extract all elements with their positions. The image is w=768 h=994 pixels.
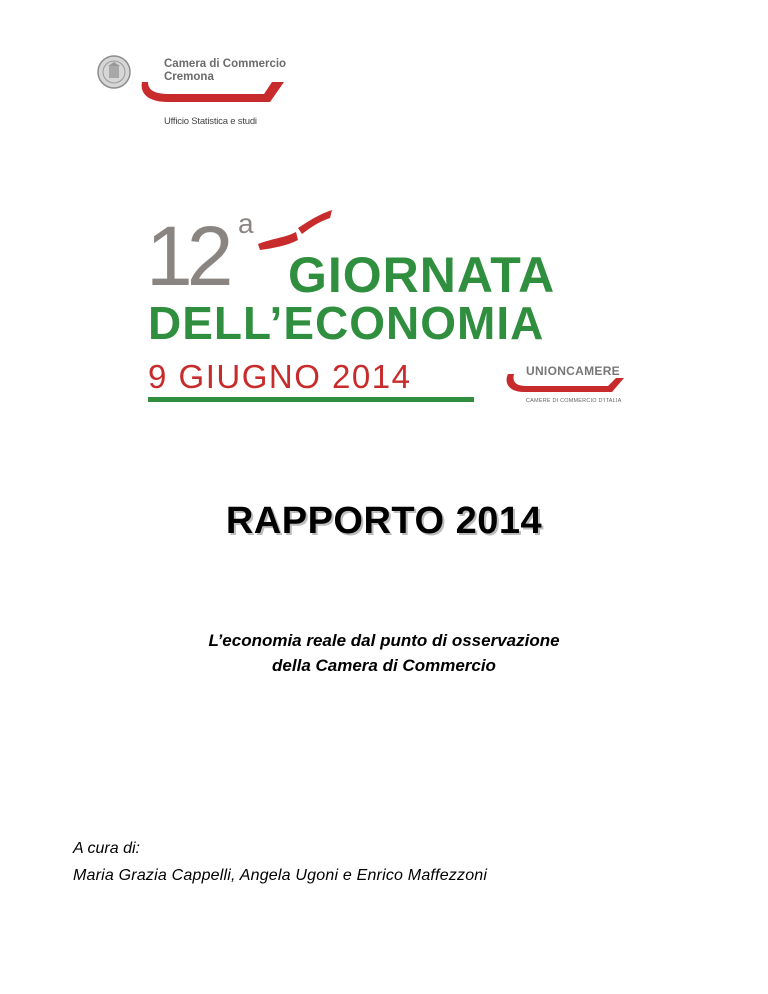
tricolor-underline bbox=[148, 397, 474, 402]
seal-icon bbox=[96, 54, 132, 90]
credits-label: A cura di: bbox=[73, 840, 140, 857]
partner-name: UNIONCAMERE bbox=[526, 364, 620, 378]
edition-superscript: a bbox=[238, 208, 254, 239]
event-logo bbox=[146, 204, 626, 414]
partner-subtitle: CAMERE DI COMMERCIO D'ITALIA bbox=[526, 398, 622, 404]
red-swoosh-icon bbox=[138, 76, 288, 106]
red-flag-icon bbox=[254, 204, 334, 252]
event-title-line2: DELL’ECONOMIA bbox=[148, 297, 545, 349]
subtitle-line2: della Camera di Commercio bbox=[272, 656, 496, 675]
partner-swoosh-icon bbox=[502, 372, 626, 394]
chamber-of-commerce-logo bbox=[96, 52, 296, 132]
chamber-name-line1: Camera di Commercio bbox=[164, 58, 287, 70]
event-date: 9 GIUGNO 2014 bbox=[148, 358, 412, 395]
unioncamere-logo bbox=[502, 364, 632, 410]
chamber-name-line2: Cremona bbox=[164, 71, 214, 83]
report-title: RAPPORTO 2014 bbox=[225, 500, 543, 542]
event-title-line1: GIORNATA bbox=[288, 247, 556, 303]
office-label: Ufficio Statistica e studi bbox=[164, 116, 257, 127]
subtitle-line1: L’economia reale dal punto di osservazione bbox=[208, 631, 560, 650]
edition-number: 12 bbox=[146, 209, 228, 303]
authors-list: Maria Grazia Cappelli, Angela Ugoni e Enrico Maffezzoni bbox=[73, 867, 488, 884]
report-subtitle bbox=[0, 628, 768, 678]
